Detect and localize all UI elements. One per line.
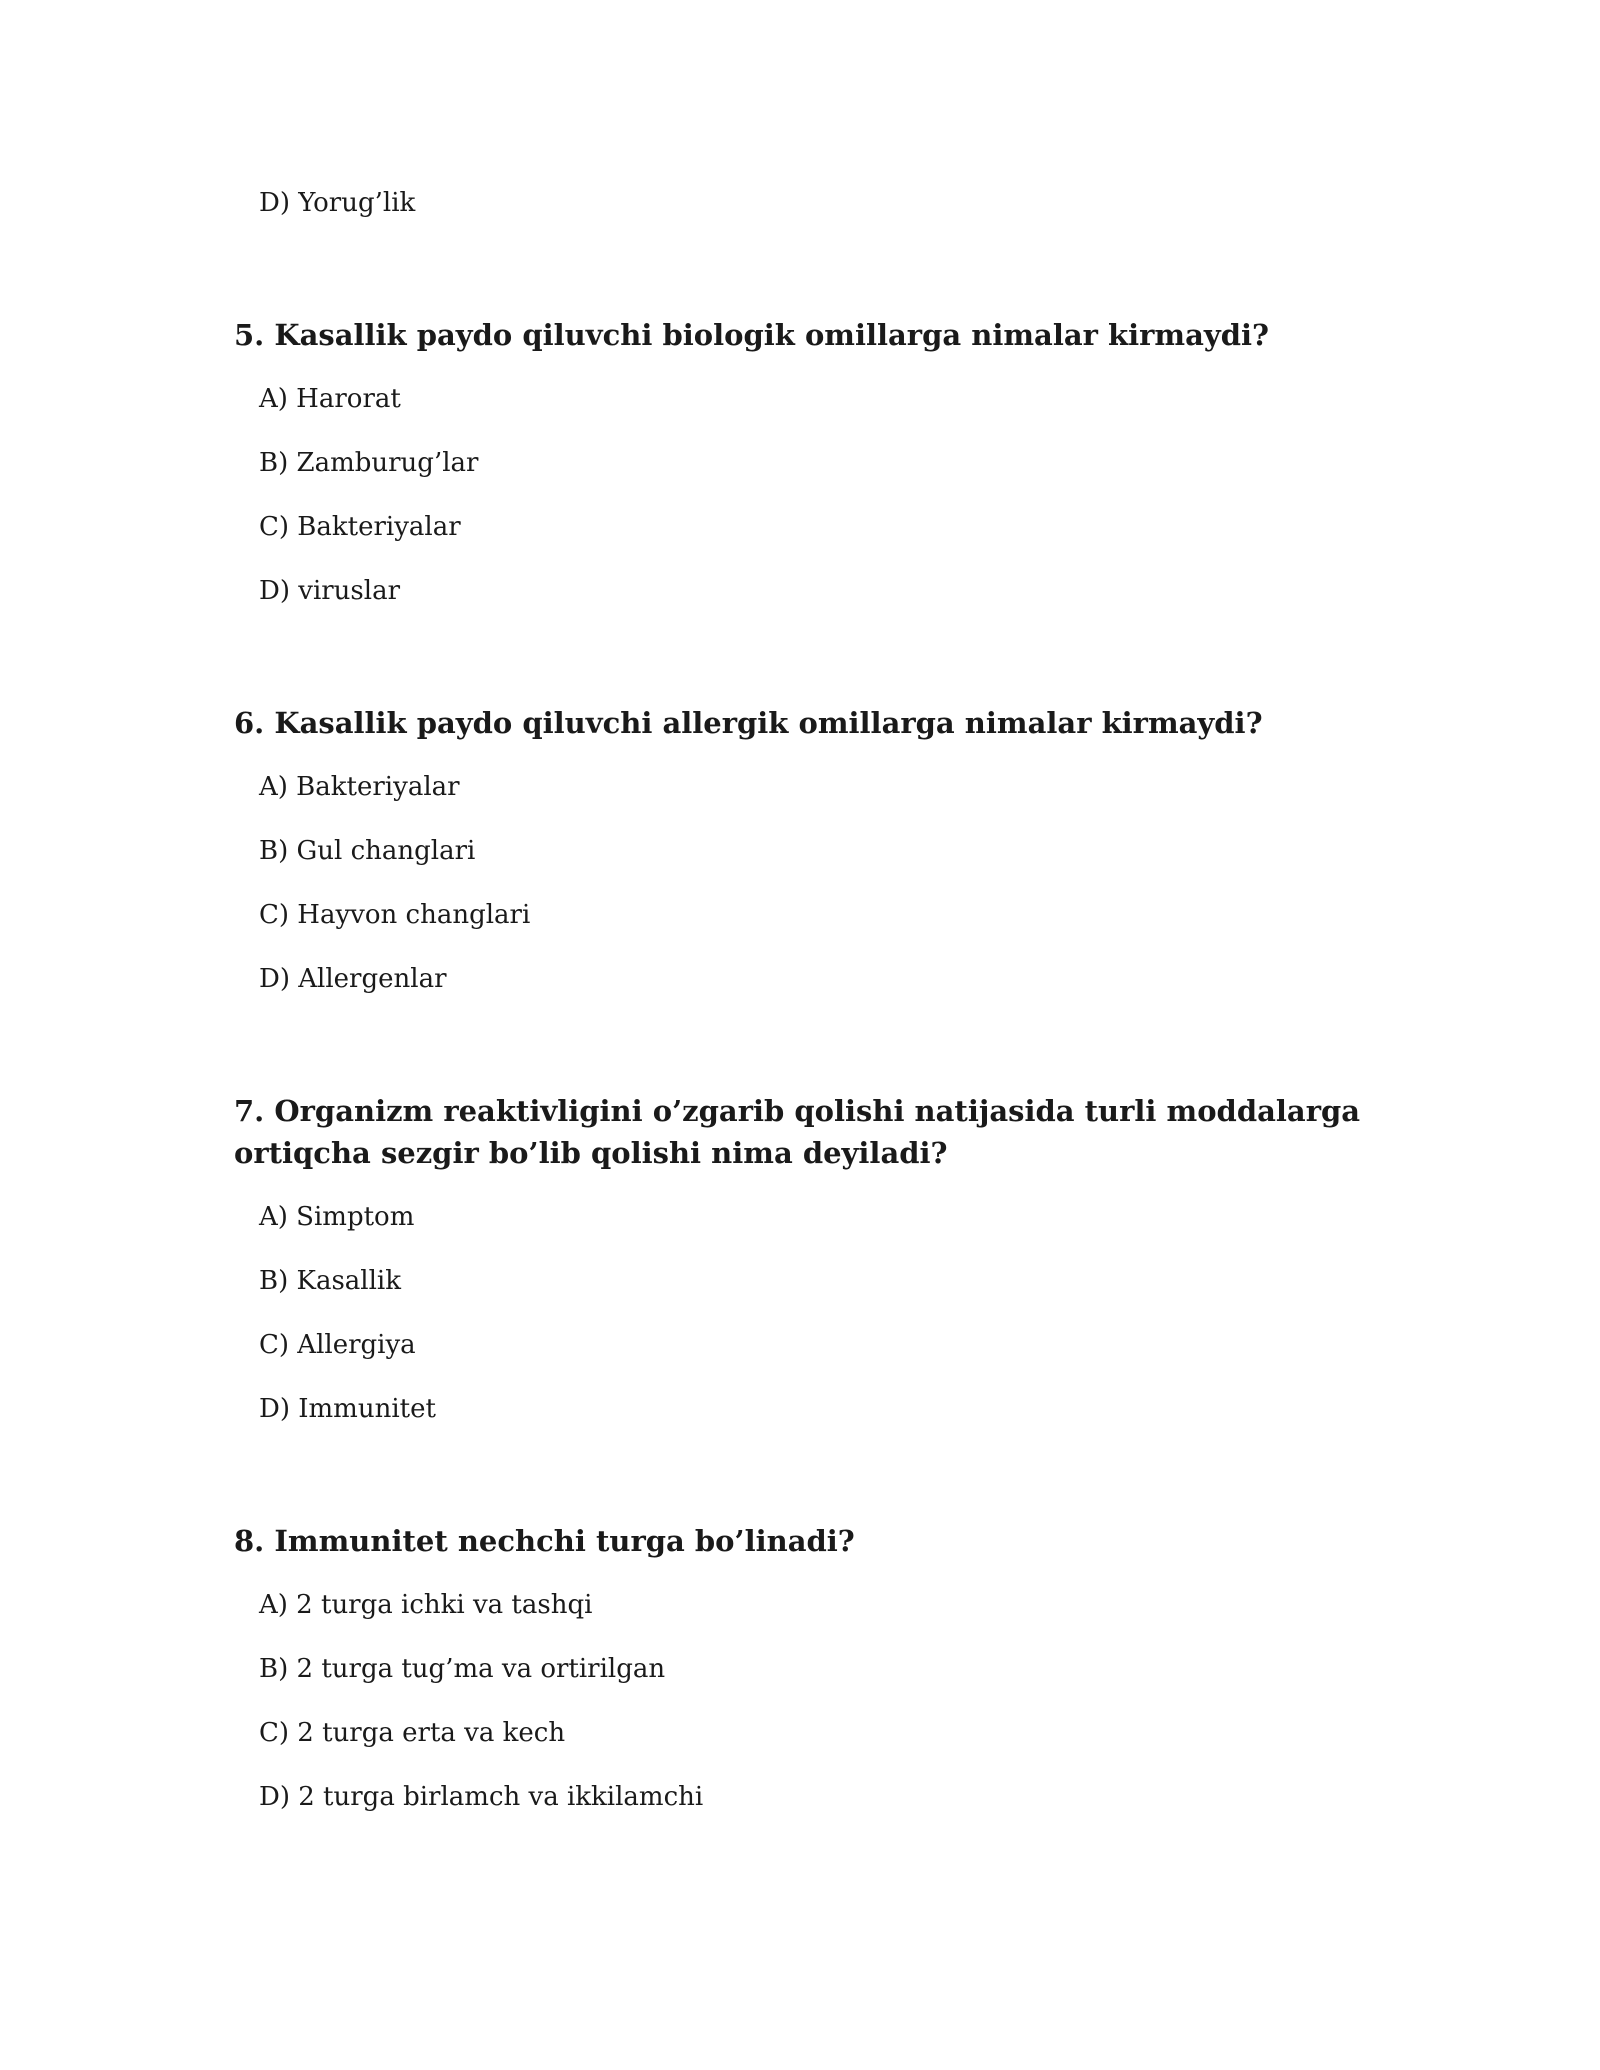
option-q7-b: B) Kasallik bbox=[259, 1266, 401, 1296]
option-q5-a: A) Harorat bbox=[259, 384, 401, 414]
option-q8-d: D) 2 turga birlamch va ikkilamchi bbox=[259, 1782, 704, 1812]
option-q7-a: A) Simptom bbox=[259, 1202, 415, 1232]
option-q4-d: D) Yorug’lik bbox=[259, 188, 416, 218]
option-q8-b: B) 2 turga tug’ma va ortirilgan bbox=[259, 1654, 666, 1684]
option-q6-c: C) Hayvon changlari bbox=[259, 900, 531, 930]
option-q5-d: D) viruslar bbox=[259, 576, 401, 606]
option-q6-d: D) Allergenlar bbox=[259, 964, 447, 994]
option-q5-c: C) Bakteriyalar bbox=[259, 512, 461, 542]
question-7: 7. Organizm reaktivligini o’zgarib qolishi natijasida turli moddalarga ortiqcha sezgir bo’lib qolishi nima deyiladi? bbox=[234, 1094, 1361, 1170]
option-q6-b: B) Gul changlari bbox=[259, 836, 476, 866]
question-8: 8. Immunitet nechchi turga bo’linadi? bbox=[234, 1524, 855, 1558]
question-5: 5. Kasallik paydo qiluvchi biologik omillarga nimalar kirmaydi? bbox=[234, 318, 1270, 352]
question-6: 6. Kasallik paydo qiluvchi allergik omillarga nimalar kirmaydi? bbox=[234, 706, 1263, 740]
option-q5-b: B) Zamburug’lar bbox=[259, 448, 479, 478]
option-q7-c: C) Allergiya bbox=[259, 1330, 416, 1360]
option-q7-d: D) Immunitet bbox=[259, 1394, 436, 1424]
option-q6-a: A) Bakteriyalar bbox=[259, 772, 460, 802]
option-q8-c: C) 2 turga erta va kech bbox=[259, 1718, 566, 1748]
option-q8-a: A) 2 turga ichki va tashqi bbox=[259, 1590, 593, 1620]
